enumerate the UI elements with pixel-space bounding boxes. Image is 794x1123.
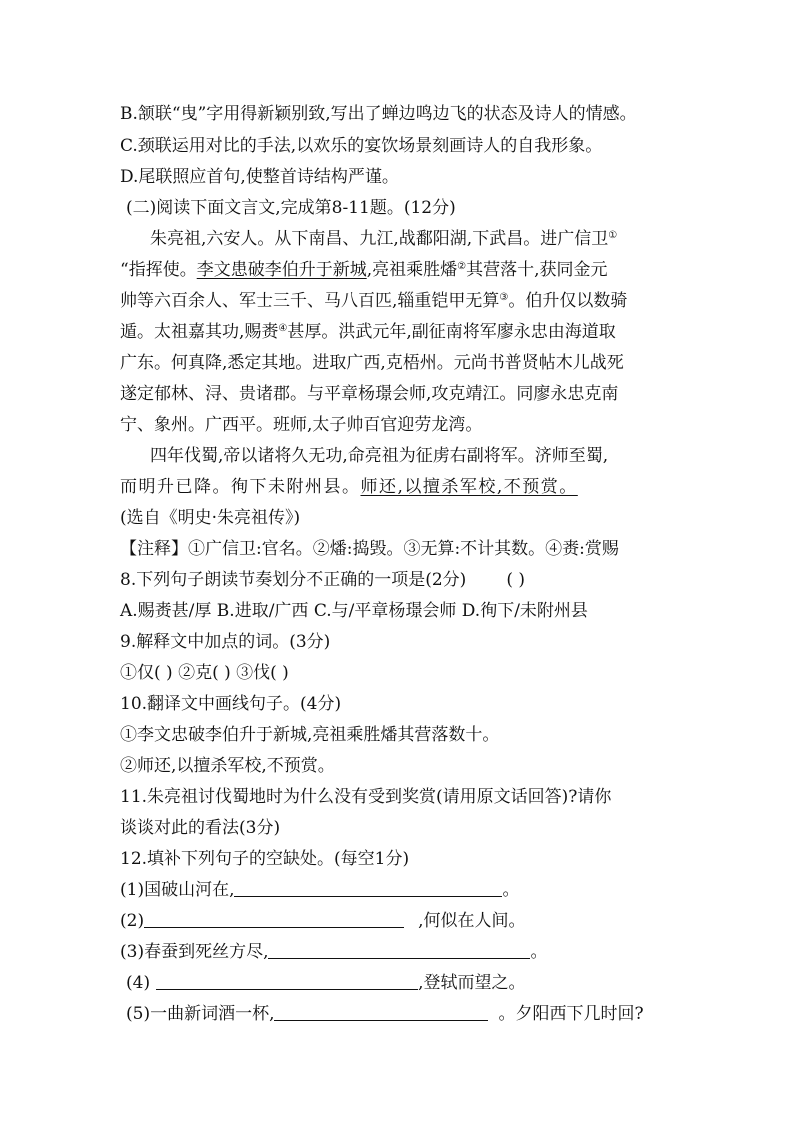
blank-1[interactable] [234, 880, 502, 897]
passage-line-1: 朱亮祖,六安人。从下南昌、九江,战鄱阳湖,下武昌。进广信卫① [150, 229, 618, 249]
fill-2: (2) ,何似在人间。 [120, 911, 526, 931]
fill-1: (1)国破山河在, 。 [120, 880, 520, 900]
passage-line-3: 帅等六百余人、军士三千、马八百匹,辎重铠甲无算③。伯升仅以数骑 [120, 291, 628, 311]
section-heading: (二)阅读下面文言文,完成第8-11题。(12分) [126, 198, 456, 218]
question-9-items: ①仅( ) ②克( ) ③伐( ) [120, 663, 289, 683]
blank-3[interactable] [268, 942, 530, 959]
question-11-line-2: 谈谈对此的看法(3分) [120, 818, 281, 838]
underlined-sentence-2: 师还,以擅杀军校,不预赏。 [360, 477, 578, 497]
passage-line-9: 而明升已降。徇下未附州县。师还,以擅杀军校,不预赏。 [120, 477, 578, 497]
option-d: D.尾联照应首句,使整首诗结构严谨。 [120, 167, 399, 187]
fill-4: (4) ,登轼而望之。 [126, 973, 526, 993]
option-b: B.颔联“曳”字用得新颖别致,写出了蝉边鸣边飞的状态及诗人的情感。 [120, 104, 637, 124]
passage-line-6: 遂定郁林、浔、贵诸郡。与平章杨璟会师,攻克靖江。同廖永忠克南 [120, 384, 619, 404]
question-10: 10.翻译文中画线句子。(4分) [120, 694, 342, 714]
notes: 【注释】①广信卫:官名。②燔:捣毁。③无算:不计其数。④赉:赏赐 [120, 539, 619, 559]
underlined-sentence-1a: 李文患破李伯升于新城 [196, 260, 367, 280]
option-c: C.颈联运用对比的手法,以欢乐的宴饮场景刻画诗人的自我形象。 [120, 136, 603, 156]
passage-line-5: 广东。何真降,悉定其地。进取广西,克梧州。元尚书普贤帖木儿战死 [120, 353, 624, 373]
passage-line-8: 四年伐蜀,帝以诸将久无功,命亮祖为征虏右副将军。济师至蜀, [150, 446, 609, 466]
blank-4[interactable] [156, 973, 418, 990]
question-10-item-2: ②师还,以擅杀军校,不预赏。 [120, 756, 335, 776]
question-11-line-1: 11.朱亮祖讨伐蜀地时为什么没有受到奖赏(请用原文话回答)?请你 [120, 787, 612, 807]
passage-line-7: 宁、象州。广西平。班师,太子帅百官迎劳龙湾。 [120, 415, 483, 435]
question-12: 12.填补下列句子的空缺处。(每空1分) [120, 849, 410, 869]
fill-3: (3)春蚕到死丝方尽, 。 [120, 942, 548, 962]
blank-5[interactable] [274, 1004, 488, 1021]
fill-5: (5)一曲新词酒一杯, 。夕阳西下几时回? [126, 1004, 644, 1024]
blank-2[interactable] [144, 911, 404, 928]
question-10-item-1: ①李文忠破李伯升于新城,亮祖乘胜燔其营落数十。 [120, 725, 500, 745]
question-8-options: A.赐赉甚/厚 B.进取/广西 C.与/平章杨璟会师 D.徇下/未附州县 [120, 601, 588, 621]
passage-line-4: 遁。太祖嘉其功,赐赉④甚厚。洪武元年,副征南将军廖永忠由海道取 [120, 322, 616, 342]
passage-line-2: “指挥使。李文患破李伯升于新城,亮祖乘胜燔②其营落十,获同金元 [120, 260, 608, 280]
question-8: 8.下列句子朗读节奏划分不正确的一项是(2分) ( ) [120, 570, 525, 590]
source-citation: (选自《明史·朱亮祖传》) [120, 508, 301, 528]
question-9: 9.解释文中加点的词。(3分) [120, 632, 331, 652]
